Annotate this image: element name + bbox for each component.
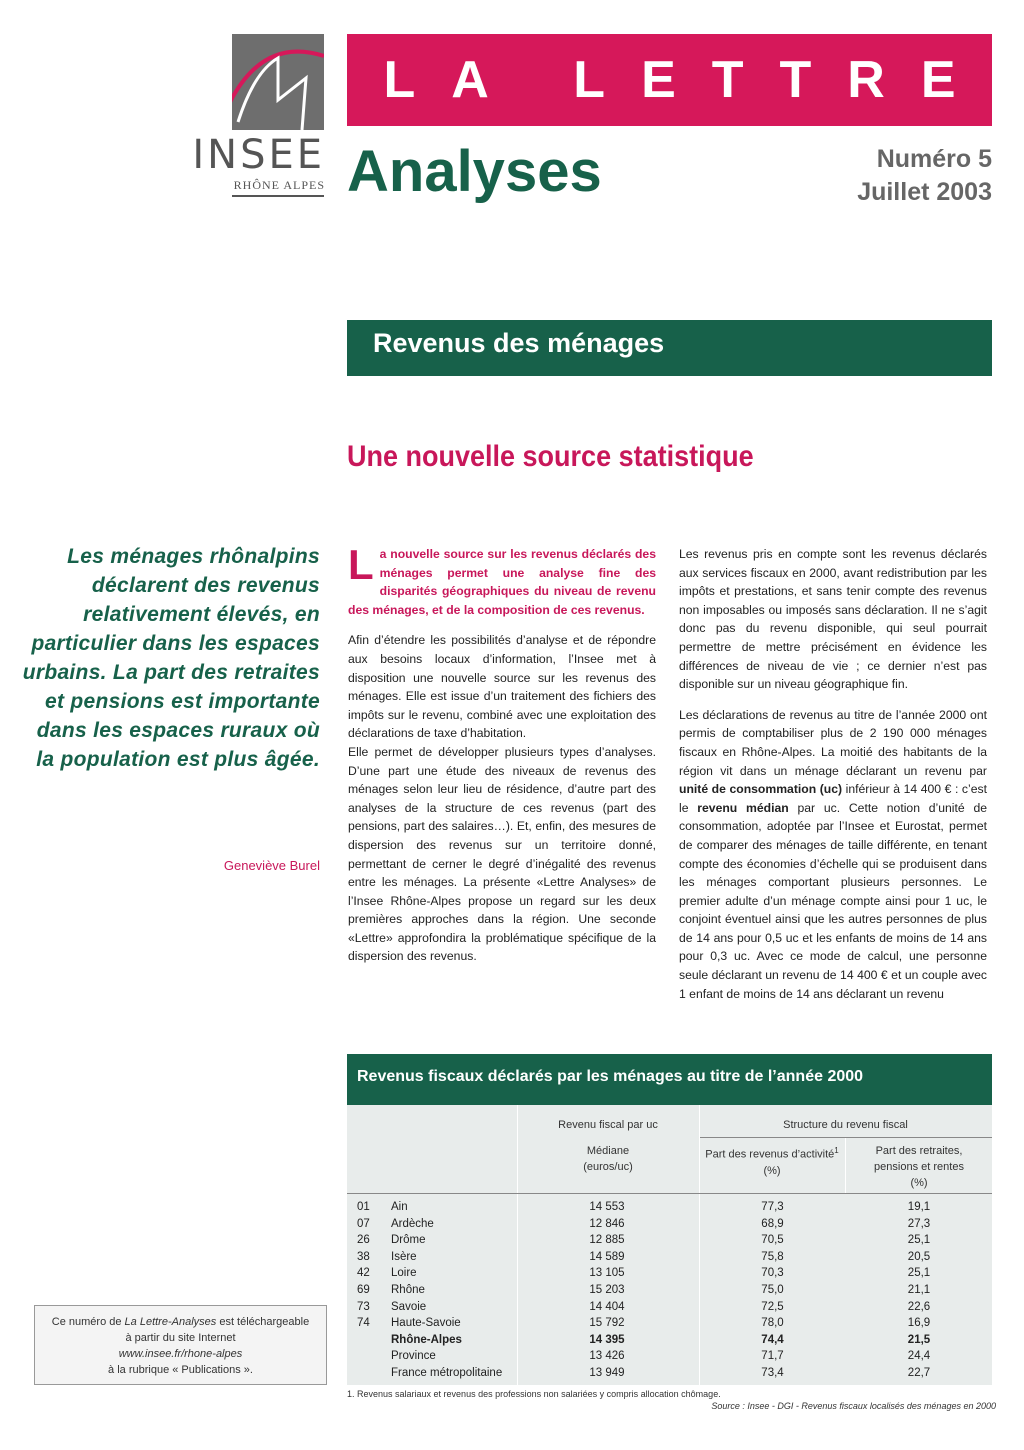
median-value: 13 105: [589, 1267, 625, 1280]
activity-share-value: 71,7: [761, 1350, 784, 1363]
median-value: 14 553: [589, 1201, 625, 1213]
header-rule: [700, 1137, 992, 1138]
table-row: [347, 1367, 992, 1384]
activity-share-value: 77,3: [761, 1201, 784, 1213]
activity-share-value: 72,5: [761, 1300, 784, 1313]
table-row: [347, 1350, 992, 1367]
paragraph: Les revenus pris en compte sont les revenus déclarés aux services fiscaux en 2000, avant redistribution par les impôts et prestations, et sans tenir compte des revenus non imposables ou imposés sans déclaration. Il ne s’agit donc pas du revenu disponible, qui seul pourrait permettre de mettre précisément en évidence les différences de niveau de vie ; ce dernier n’est pas disponible sur un niveau géographique fin.: [679, 547, 987, 692]
pension-share-value: 21,5: [907, 1333, 931, 1346]
dept-name: Isère: [391, 1250, 417, 1263]
dept-code: 69: [357, 1284, 370, 1296]
dept-name: Ardèche: [391, 1217, 434, 1230]
median-value: 13 426: [589, 1350, 625, 1363]
pension-share-value: 24,4: [907, 1350, 931, 1363]
table-source: Source : Insee - DGI - Revenus fiscaux localisés des ménages en 2000: [711, 1401, 996, 1411]
median-value: 12 885: [589, 1234, 625, 1247]
activity-share-value: 75,0: [761, 1284, 784, 1296]
table-row: [347, 1201, 992, 1218]
logo-divider: [232, 195, 324, 197]
lead-paragraph: [348, 541, 656, 619]
table-row: [347, 1317, 992, 1334]
dept-name: Drôme: [391, 1234, 426, 1247]
activity-share-value: 73,4: [761, 1367, 784, 1379]
dept-code: 07: [357, 1217, 370, 1230]
dept-name: Ain: [391, 1201, 408, 1213]
dept-code: 42: [357, 1267, 370, 1280]
issue-info: [857, 143, 992, 209]
pension-share-value: 20,5: [907, 1250, 931, 1263]
article-title: Une nouvelle source statistique: [347, 440, 754, 473]
download-notice: Ce numéro de La Lettre-Analyses est téléchargeable à partir du site Internet www.insee.fr/rhone-alpes à la rubrique « Publications ».: [34, 1305, 327, 1385]
dept-code: 73: [357, 1300, 370, 1313]
pension-share-value: 21,1: [907, 1284, 931, 1296]
dept-name: France métropolitaine: [391, 1367, 503, 1379]
dept-name: Savoie: [391, 1300, 427, 1313]
dept-name: Loire: [391, 1267, 417, 1280]
dept-name: Province: [391, 1350, 436, 1363]
term-median: revenu médian: [697, 800, 789, 815]
table-row: [347, 1301, 992, 1318]
author: Geneviève Burel: [223, 858, 320, 873]
pension-share-value: 25,1: [907, 1267, 931, 1280]
activity-share-value: 75,8: [761, 1250, 784, 1263]
issue-date: Juillet 2003: [857, 178, 992, 206]
header-rule: [347, 1193, 992, 1194]
term-uc: unité de consommation (uc): [679, 782, 843, 797]
activity-share-value: 68,9: [761, 1217, 784, 1230]
activity-share-value: 74,4: [761, 1333, 784, 1346]
header-median: Médiane (euros/uc): [583, 1145, 633, 1173]
activity-share-value: 78,0: [761, 1317, 784, 1330]
median-value: 14 395: [589, 1333, 625, 1346]
table-row: [347, 1284, 992, 1301]
pension-share-value: 16,9: [907, 1317, 931, 1330]
banner: [347, 34, 992, 126]
series-title: Analyses: [347, 139, 602, 204]
table-row: [347, 1267, 992, 1284]
banner-title: LA LETTRE: [383, 51, 992, 109]
header-group-income: Revenu fiscal par uc: [558, 1119, 658, 1131]
data-table: [347, 1105, 992, 1385]
median-value: 14 589: [589, 1250, 625, 1263]
dept-name: Rhône-Alpes: [391, 1333, 462, 1346]
table-row: [347, 1334, 992, 1351]
drop-cap: L: [348, 541, 374, 588]
pension-share-value: 22,6: [907, 1300, 931, 1313]
median-value: 13 949: [589, 1367, 625, 1379]
header-pension-share: Part des retraites, pensions et rentes (%): [874, 1145, 964, 1189]
website-link[interactable]: www.insee.fr/rhone-alpes: [118, 1348, 243, 1360]
dept-code: 26: [357, 1234, 370, 1247]
paragraph: Elle permet de développer plusieurs types d’analyses. D’une part une étude des niveaux de revenus des ménages selon leur lieu de résidence, d’autre part des analyses de la structure de ces revenus (part des pensions, part des salaires…). Et, enfin, des mesures de dispersion des revenus sur un territoire donné, permettant de cerner le degré d’inégalité des revenus entre les ménages. La présente «Lettre Analyses» de l’Insee Rhône-Alpes propose un regard sur les deux premières approches dans la région. Une seconde «Lettre» approfondira la problématique spécifique de la dispersion des revenus.: [348, 744, 656, 964]
dept-name: Rhône: [391, 1284, 425, 1296]
paragraph: Afin d’étendre les possibilités d’analyse et de répondre aux besoins locaux d’information, l’Insee met à disposition une nouvelle source sur les revenus des ménages. Elle est issue d’un traitement des fichiers des impôts sur le revenu, combiné avec une exploitation des déclarations de taxe d’habitation.: [348, 633, 656, 741]
insee-logo-mark: [232, 34, 324, 130]
dept-code: 01: [357, 1201, 370, 1213]
median-value: 12 846: [589, 1217, 625, 1230]
table-row: [347, 1234, 992, 1251]
pension-share-value: 22,7: [907, 1367, 931, 1379]
table-row: [347, 1218, 992, 1235]
pull-quote: Les ménages rhônalpins déclarent des revenus relativement élevés, en particulier dans les espaces urbains. La part des retraites et pensions est importante dans les espaces ruraux où la population est plus âgée.: [22, 545, 320, 771]
table-title: Revenus fiscaux déclarés par les ménages au titre de l’année 2000: [347, 1054, 992, 1105]
activity-share-value: 70,5: [761, 1234, 784, 1247]
pension-share-value: 25,1: [907, 1234, 931, 1247]
lead-text: a nouvelle source sur les revenus déclarés des ménages permet une analyse fine des disparités géographiques du niveau de revenu des ménages, et de la composition de ces revenus.: [348, 547, 656, 617]
dept-code: 74: [357, 1317, 370, 1330]
table-footnote: 1. Revenus salariaux et revenus des professions non salariées y compris allocation chômage.: [347, 1389, 721, 1399]
header-activity-share: Part des revenus d’activité$^1$ (%): [705, 1146, 839, 1177]
section-heading: Revenus des ménages: [347, 320, 992, 376]
activity-share-value: 70,3: [761, 1267, 784, 1280]
logo-region: RHÔNE ALPES: [233, 178, 325, 192]
logo-name: INSEE: [192, 132, 325, 178]
body-column-1: [348, 541, 656, 978]
paragraph: Les déclarations de revenus au titre de l’année 2000 ont permis de comptabiliser plus de 2 190 000 ménages fiscaux en Rhône-Alpes. La moitié des habitants de la région vit dans un ménage déclarant un revenu par unité de consommation (uc) inférieur à 14 400 € : c’est le revenu médian par uc. Cette notion d’unité de consommation, adoptée par l’Insee et Eurostat, permet de comparer des ménages de taille différente, en tenant compte des économies d’échelle qui se produisent dans les ménages comportant plusieurs personnes. Le premier adulte d’un ménage compte ainsi pour 1 uc, le conjoint éventuel ainsi que les autres personnes de plus de 14 ans pour 0,5 uc et les enfants de moins de 14 ans pour 0,3 uc. Avec ce mode de calcul, une personne seule déclarant un revenu de 14 400 € et un couple avec 1 enfant de moins de 14 ans déclarant un revenu: [679, 707, 988, 1001]
median-value: 14 404: [589, 1300, 625, 1313]
dept-code: 38: [357, 1250, 370, 1263]
issue-number: Numéro 5: [876, 145, 992, 173]
pension-share-value: 19,1: [907, 1201, 931, 1213]
dept-name: Haute-Savoie: [391, 1317, 461, 1330]
body-column-2: [679, 545, 987, 1015]
table-row: [347, 1251, 992, 1268]
median-value: 15 203: [589, 1284, 625, 1296]
header-group-structure: Structure du revenu fiscal: [783, 1119, 908, 1131]
median-value: 15 792: [589, 1317, 625, 1330]
pension-share-value: 27,3: [907, 1217, 931, 1230]
